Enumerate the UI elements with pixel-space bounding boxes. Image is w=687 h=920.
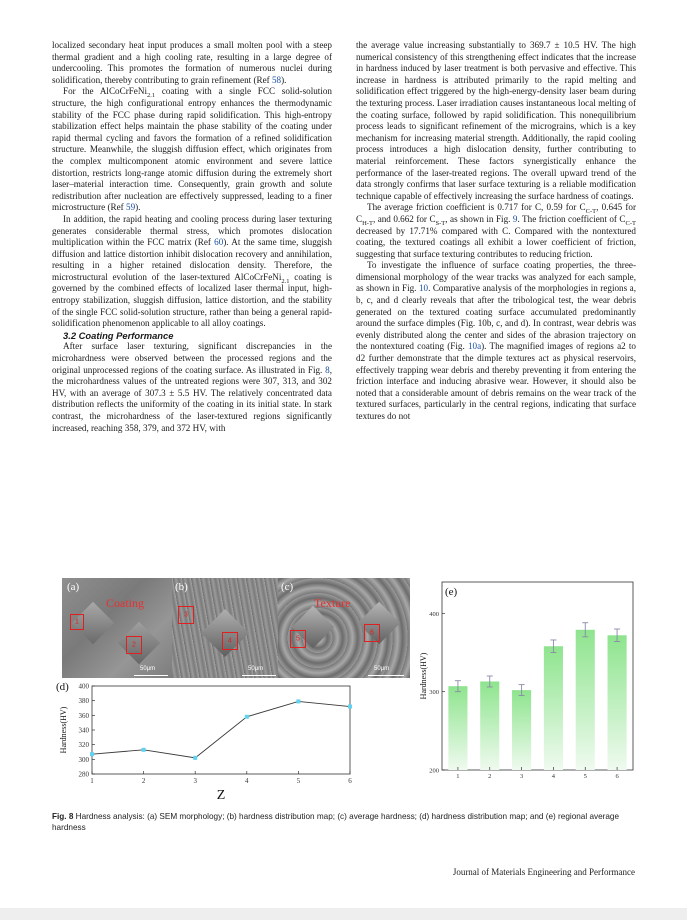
scale-bar — [242, 675, 276, 676]
paragraph: localized secondary heat input produces a small molten pool with a steep thermal gradient and a high cooling rate, resulting in a large degree of undercooling. This promotes the formation of numerous nuclei during solidification, thereby contributing to grain refinement (Ref 58). — [52, 40, 332, 85]
scale-bar — [134, 675, 168, 676]
x-tick-label: 4 — [551, 773, 556, 780]
x-tick-label: 5 — [296, 777, 301, 785]
region-box-5: 5 — [290, 630, 306, 648]
x-tick-label: 6 — [615, 773, 619, 780]
region-box-4: 4 — [222, 632, 238, 650]
x-tick-label: 3 — [519, 773, 524, 780]
figure-link[interactable]: 10 — [418, 283, 429, 294]
hardness-line-chart — [52, 678, 412, 803]
bar — [576, 630, 595, 770]
y-tick-label: 400 — [78, 682, 89, 691]
y-axis-label: Hardness(HV) — [59, 706, 68, 754]
hardness-bar-chart — [418, 578, 637, 803]
y-tick-label: 320 — [78, 741, 89, 750]
data-point — [193, 756, 197, 760]
data-point — [245, 715, 249, 719]
x-tick-label: 2 — [488, 773, 492, 780]
sem-panel-b — [172, 578, 278, 678]
texture-label: Texture — [314, 596, 351, 610]
region-box-1: 1 — [70, 614, 84, 630]
page-bottom-band — [0, 908, 687, 920]
y-tick-label: 380 — [78, 697, 89, 706]
y-tick-label: 340 — [78, 726, 89, 735]
bar — [608, 635, 627, 770]
y-tick-label: 400 — [429, 610, 439, 618]
region-box-3: 3 — [178, 606, 194, 624]
section-heading: 3.2 Coating Performance — [63, 329, 174, 341]
plot-frame — [442, 582, 633, 770]
x-tick-label: 1 — [456, 773, 460, 780]
plot-frame — [92, 686, 350, 774]
region-box-6: 6 — [364, 624, 380, 642]
bar — [544, 646, 563, 770]
data-point — [296, 699, 300, 703]
y-tick-label: 200 — [429, 767, 439, 775]
paragraph: the average value increasing substantially to 369.7 ± 10.5 HV. The high numerical consistency of this strengthening effect indicates that the increase in hardness induced by laser treatment is both pervasive and effective. This increase in hardness is attributed primarily to the rapid melting and solidification effect triggered by the high-energy-density laser beam during the texturing process. Laser irradiation causes instantaneous local melting of the coating surface, followed by rapid solidification. This nonequilibrium process leads to significant refinement of the micrograins, which is a key mechanism for increasing material strength. Additionally, the rapid cooling process introduces a high dislocation density, further contributing to material reinforcement. These factors synergistically enhance the performance of the laser-treated regions. The overall upward trend of the data strongly confirms that laser surface texturing is a reliable modification technique capable of effectively increasing the surface hardness of coatings. — [356, 40, 636, 201]
panel-label-d: (d) — [56, 681, 69, 693]
figure-caption: Fig. 8 Hardness analysis: (a) SEM morphology; (b) hardness distribution map; (c) average hardness; (d) hardness distribution map; and (e) regional average hardness — [52, 812, 620, 832]
panel-label-c: (c) — [281, 581, 294, 593]
bar — [448, 686, 467, 770]
ref-link[interactable]: 58 — [271, 74, 282, 85]
data-point — [142, 748, 146, 752]
x-tick-label: 5 — [583, 773, 587, 780]
scale-label: 50μm — [248, 666, 264, 672]
figure-link[interactable]: 10a — [467, 341, 482, 352]
bar — [480, 681, 499, 770]
sem-micrograph — [62, 578, 410, 678]
figure-8 — [52, 578, 637, 803]
x-tick-label: 3 — [193, 777, 197, 785]
ref-link[interactable]: 60 — [214, 237, 224, 248]
scale-label: 50μm — [374, 666, 390, 672]
paragraph: For the AlCoCrFeNi$_{2.1}$ coating with a single FCC solid-solution structure, the high configurational entropy enhances the thermodynamic stability of the FCC phase during rapid solidification. This high-entropy stabilization effect helps maintain the phase stability of the coating under rapid thermal cycling and favors the formation of a refined solidification structure. Meanwhile, the sluggish diffusion effect, which originates from the complex multicomponent atomic environment and severe lattice distortion, restricts long-range atomic diffusion during the extremely short laser–material interaction time. Consequently, grain growth and solute redistribution after nucleation are effectively suppressed, leading to a finer microstructure (Ref 59). — [52, 86, 332, 213]
y-axis-label: Hardness(HV) — [419, 652, 428, 700]
ref-link[interactable]: 59 — [126, 202, 136, 213]
y-tick-label: 360 — [78, 711, 89, 720]
y-tick-label: 300 — [429, 689, 439, 697]
x-tick-label: 1 — [90, 777, 94, 785]
region-box-2: 2 — [126, 636, 142, 654]
x-tick-label: 2 — [141, 777, 146, 785]
paragraph: After surface laser texturing, significant discrepancies in the microhardness were observed between the processed regions and the original unprocessed regions of the coating surface. As illustrated in Fig. 8, the microhardness values of the untreated regions were 307, 313, and 302 HV, with an average of 307.3 ± 5.5 HV. The relatively concentrated data distribution reflects the uniformity of the coating in its initial state. In stark contrast, the microhardness of the laser-textured regions significantly increased, reaching 358, 379, and 372 HV, with — [52, 341, 332, 433]
figure-link[interactable]: 8 — [325, 364, 330, 375]
x-axis-label: Z — [216, 788, 226, 803]
coating-label: Coating — [106, 596, 144, 610]
x-tick-label: 6 — [348, 777, 352, 785]
sem-panel-c — [278, 578, 410, 678]
left-column — [52, 40, 332, 434]
panel-label-b: (b) — [175, 581, 188, 593]
scale-bar — [368, 675, 404, 676]
scale-label: 50μm — [140, 666, 156, 672]
journal-footer: Journal of Materials Engineering and Performance — [452, 867, 635, 877]
data-point — [348, 705, 352, 709]
figure-link[interactable]: 9 — [512, 213, 518, 224]
paragraph: The average friction coefficient is 0.717 for C, 0.59 for $C_{C-T}$, 0.645 for $C_{H-T}$, and 0.662 for $C_{S-T}$, as shown in Fig. 9. The friction coefficient of $C_{C-T}$ decreased by 17.71% compared with C. Compared with the nontextured coating, the textured coatings all exhibit a lower coefficient of friction, suggesting that surface texturing contributes to reducing friction. — [356, 202, 637, 259]
y-tick-label: 300 — [78, 755, 89, 764]
y-tick-label: 280 — [78, 770, 89, 779]
paragraph: To investigate the influence of surface coating properties, the three-dimensional morphology of the wear tracks was analyzed for each sample, as shown in Fig. 10. Comparative analysis of the morphologies in regions a, b, c, and d clearly reveals that after the tribological test, the wear debris generated on the textured coating surface accumulated predominantly around the surface dimples (Fig. 10b, c, and d). In contrast, wear debris was evenly distributed along the center and sides of the abrasion trajectory on the nontextured coating (Fig. 10a). The magnified images of regions a2 to d2 further demonstrate that the dimple textures act as physical reservoirs, effectively trapping wear debris and thereby preventing it from entering the friction interface and inducing abrasive wear. However, it should also be noted that a considerable amount of debris remains on the wear track of the textured surfaces, particularly in the central regions, indicating that surface textures do not — [356, 260, 636, 421]
bar — [512, 690, 531, 770]
paragraph: In addition, the rapid heating and cooling process during laser texturing generates considerable thermal stress, which promotes dislocation multiplication within the FCC matrix (Ref 60). At the same time, sluggish diffusion and lattice distortion inhibit dislocation recovery and annihilation, resulting in a higher retained dislocation density. Therefore, the microstructural evolution of the laser-textured AlCoCrFeNi$_{2.1}$ coating is governed by the combined effects of localized laser thermal input, high-entropy stabilization, sluggish diffusion, lattice distortion, and the stability of the single FCC solid-solution structure, rather than being a general rapid-solidification phenomenon applicable to all alloy coatings. — [52, 213, 332, 329]
right-column — [356, 40, 636, 423]
panel-label-e: (e) — [445, 586, 458, 598]
data-point — [90, 752, 94, 756]
x-tick-label: 4 — [245, 777, 249, 785]
series-line — [92, 701, 350, 757]
panel-label-a: (a) — [67, 581, 80, 593]
